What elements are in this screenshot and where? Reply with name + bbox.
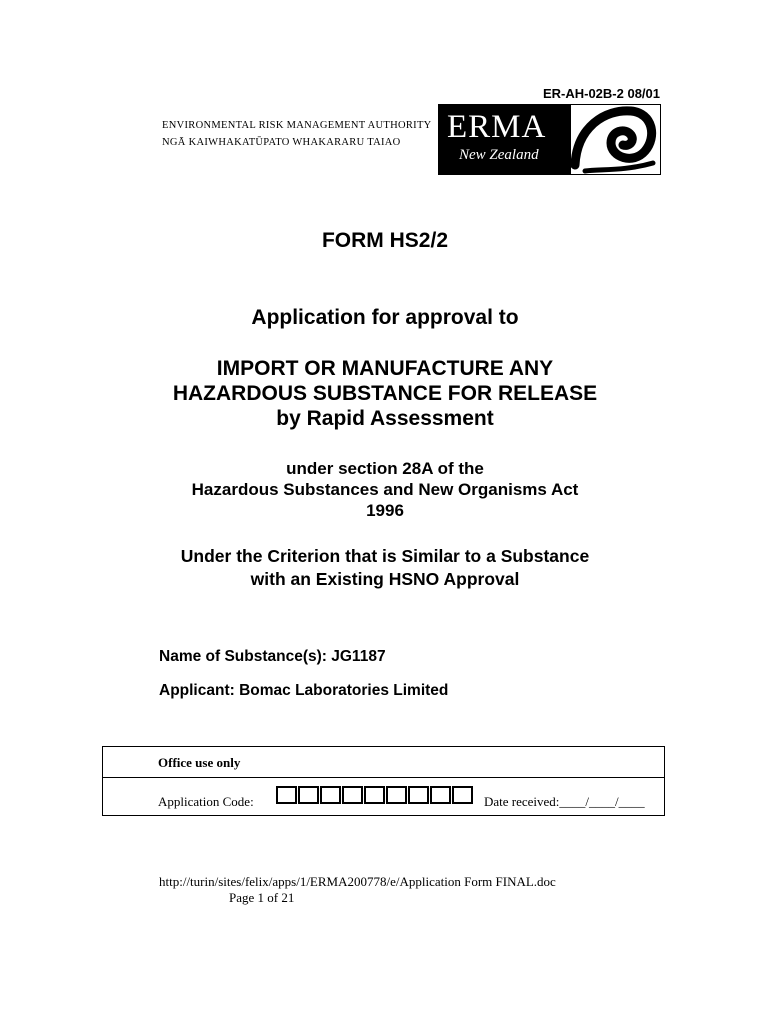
code-box <box>320 786 341 804</box>
page-footer <box>159 874 556 906</box>
criterion-statement <box>0 545 770 591</box>
document-code: ER-AH-02B-2 08/01 <box>542 86 660 101</box>
criterion-line: Under the Criterion that is Similar to a Substance <box>180 546 590 566</box>
form-title: FORM HS2/2 <box>321 229 449 252</box>
file-path: http://turin/sites/felix/apps/1/ERMA200778/e/Application Form FINAL.doc <box>159 874 556 889</box>
code-box <box>430 786 451 804</box>
application-code-label: Application Code: <box>158 794 254 809</box>
legal-section <box>0 458 770 521</box>
office-use-box <box>102 746 665 816</box>
legal-section-line: under section 28A of the <box>286 459 484 478</box>
code-box <box>364 786 385 804</box>
date-received-field: Date received:____/____/____ <box>484 794 645 809</box>
code-box <box>276 786 297 804</box>
legal-section-line: 1996 <box>366 501 404 520</box>
code-box <box>452 786 473 804</box>
office-use-divider <box>103 777 664 778</box>
erma-logo <box>438 104 661 175</box>
criterion-line: with an Existing HSNO Approval <box>250 569 520 589</box>
logo-subtext: New Zealand <box>459 147 539 163</box>
authority-name-maori: NGĀ KAIWHAKATŪPATO WHAKARARU TAIAO <box>162 137 401 148</box>
application-title-line: by Rapid Assessment <box>276 407 494 430</box>
substance-name: Name of Substance(s): JG1187 <box>159 648 386 665</box>
application-title-line: IMPORT OR MANUFACTURE ANY <box>216 357 554 380</box>
application-title <box>0 356 770 431</box>
form-subtitle: Application for approval to <box>251 306 519 329</box>
logo-text: ERMA <box>447 109 547 145</box>
code-box <box>298 786 319 804</box>
legal-section-line: Hazardous Substances and New Organisms Act <box>191 480 579 499</box>
authority-name <box>162 117 432 151</box>
koru-spiral-icon <box>571 105 660 174</box>
page-number: Page 1 of 21 <box>229 890 295 905</box>
applicant-name: Applicant: Bomac Laboratories Limited <box>159 682 449 699</box>
code-box <box>408 786 429 804</box>
office-use-heading: Office use only <box>158 755 241 770</box>
code-box <box>386 786 407 804</box>
code-box <box>342 786 363 804</box>
application-code-boxes <box>276 786 473 804</box>
authority-name-english: ENVIRONMENTAL RISK MANAGEMENT AUTHORITY <box>162 120 432 131</box>
application-title-line: HAZARDOUS SUBSTANCE FOR RELEASE <box>172 382 598 405</box>
